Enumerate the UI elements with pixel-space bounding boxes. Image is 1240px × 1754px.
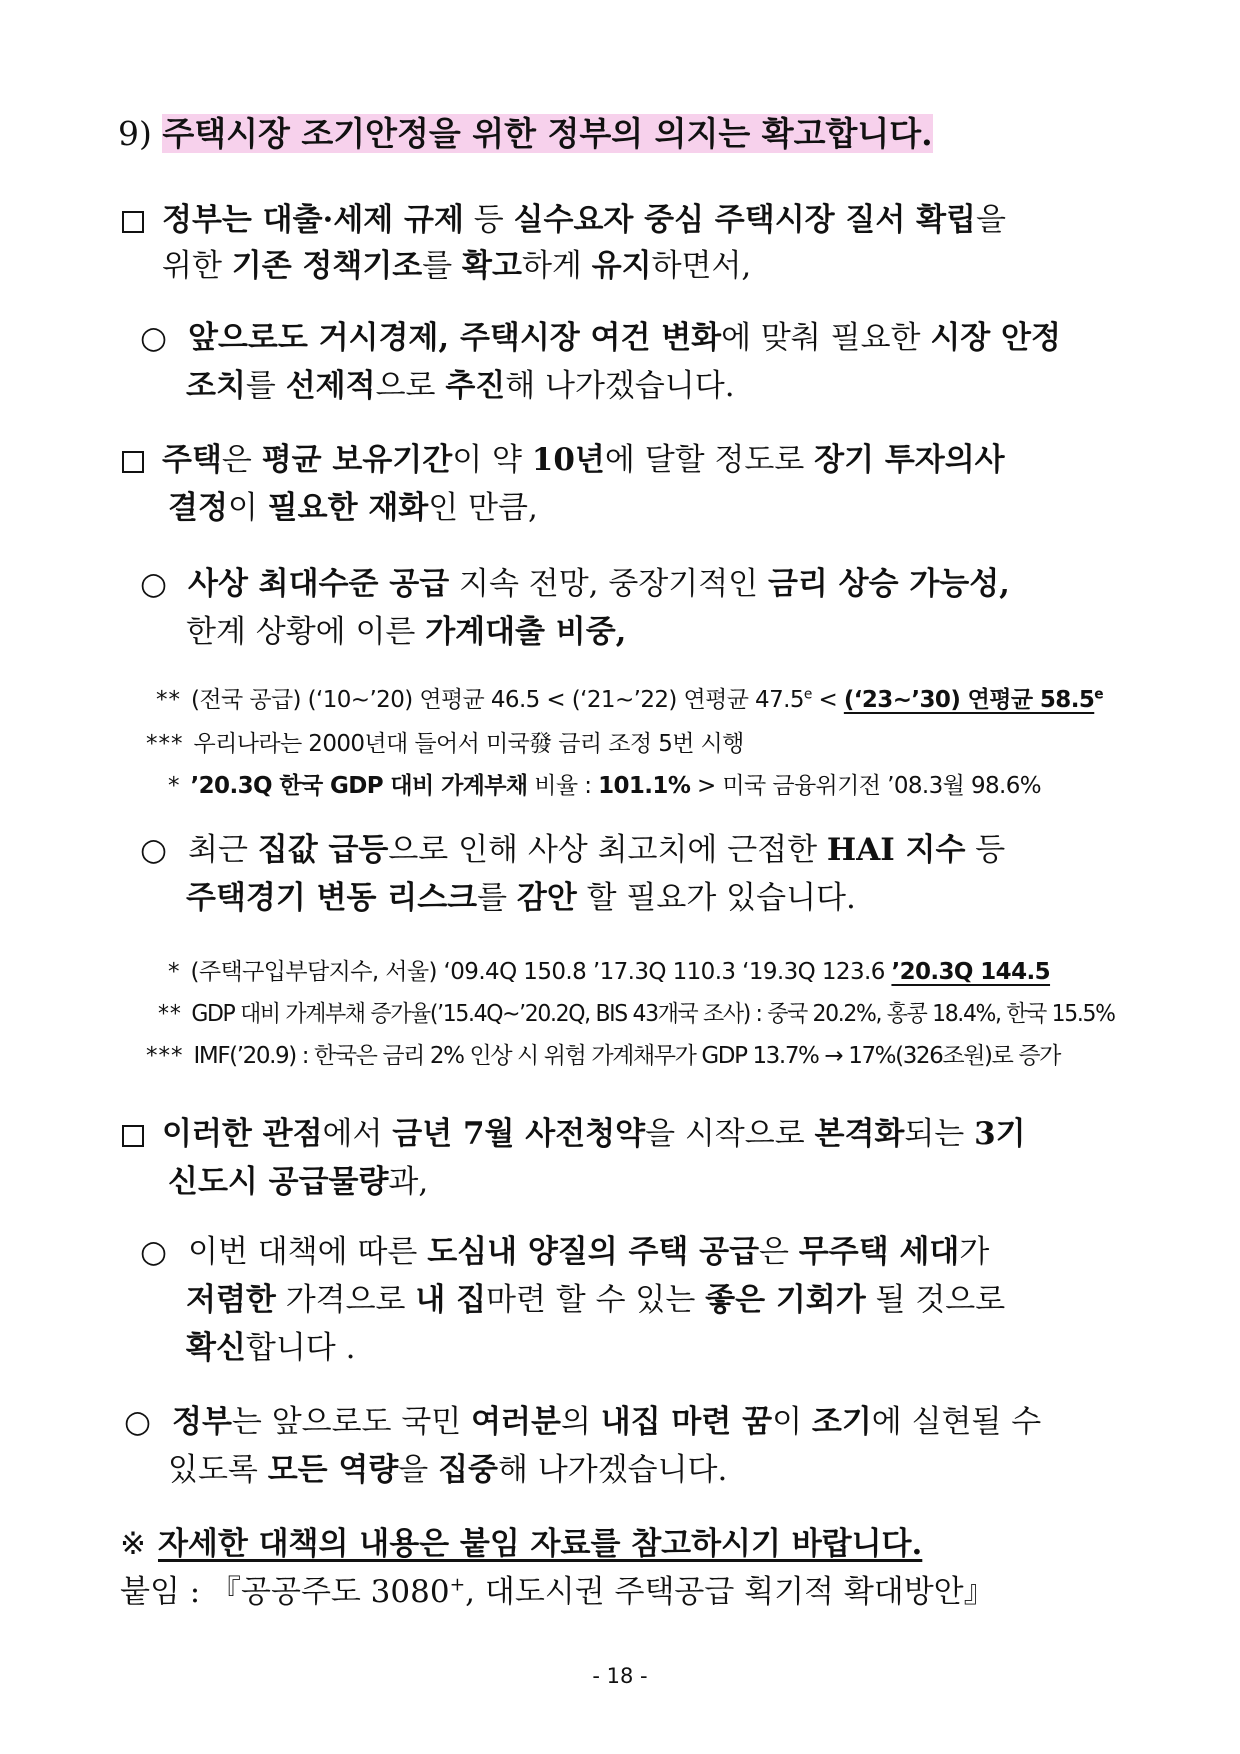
section-title: 주택시장 조기안정을 위한 정부의 의지는 확고합니다.	[162, 114, 933, 153]
box-paragraph-1-line-1: 정부는 대출·세제 규제 등 실수요자 중심 주택시장 질서 확립을	[122, 200, 1006, 240]
footnote-household-debt: * ’20.3Q 한국 GDP 대비 가계부채 비율 : 101.1% > 미국 금융위기전 ’08.3월 98.6%	[168, 773, 1042, 799]
bullet-5-line-2: 있도록 모든 역량을 집중해 나가겠습니다.	[168, 1452, 728, 1488]
section-heading	[118, 114, 933, 154]
bullet-3-line-2: 주택경기 변동 리스크를 감안 할 필요가 있습니다.	[186, 880, 856, 916]
section-number: 9)	[118, 114, 152, 153]
footnote-supply: ** (전국 공급) (‘10~’20) 연평균 46.5 < (‘21~’22) 연평균 47.5$^e$ < (‘23~’30) 연평균 58.5e	[156, 686, 1104, 713]
bullet-1-line-2: 조치를 선제적으로 추진해 나가겠습니다.	[186, 368, 735, 404]
bullet-4-line-1: ○ 이번 대책에 따른 도심내 양질의 주택 공급은 무주택 세대가	[140, 1234, 990, 1270]
bullet-1-line-1: ○ 앞으로도 거시경제, 주택시장 여건 변화에 맞춰 필요한 시장 안정	[140, 320, 1061, 356]
footnote-hai-index: * (주택구입부담지수, 서울) ‘09.4Q 150.8 ’17.3Q 110.3 ‘19.3Q 123.6 ’20.3Q 144.5	[168, 959, 1051, 985]
box-paragraph-3-line-2: 신도시 공급물량과,	[168, 1164, 429, 1200]
box-paragraph-2-line-2: 결정이 필요한 재화인 만큼,	[168, 490, 538, 526]
bullet-4-line-3: 확신합니다 .	[186, 1330, 356, 1366]
page-number: - 18 -	[592, 1664, 648, 1688]
circle-bullet-icon: ○	[140, 320, 168, 356]
checkbox-square-icon	[122, 1125, 144, 1147]
box-paragraph-2-line-1: 주택은 평균 보유기간이 약 10년에 달할 정도로 장기 투자의사	[122, 440, 1005, 480]
reference-note: ※ 자세한 대책의 내용은 붙임 자료를 참고하시기 바랍니다.	[120, 1526, 923, 1562]
circle-bullet-icon: ○	[140, 566, 168, 602]
footnote-rate-adjustment: *** 우리나라는 2000년대 들어서 미국發 금리 조정 5번 시행	[146, 731, 744, 757]
bullet-3-line-1: ○ 최근 집값 급등으로 인해 사상 최고치에 근접한 HAI 지수 등	[140, 832, 1006, 868]
attachment-line: 붙임 : 『공공주도 3080+, 대도시권 주택공급 획기적 확대방안』	[120, 1574, 995, 1610]
footnote-imf: *** IMF(’20.9) : 한국은 금리 2% 인상 시 위험 가계채무가 GDP 13.7% → 17%(326조원)로 증가	[146, 1043, 1060, 1069]
bullet-2-line-2: 한계 상황에 이른 가계대출 비중,	[186, 614, 627, 650]
circle-bullet-icon: ○	[124, 1404, 152, 1440]
checkbox-square-icon	[122, 451, 144, 473]
box-paragraph-3-line-1: 이러한 관점에서 금년 7월 사전청약을 시작으로 본격화되는 3기	[122, 1114, 1026, 1154]
footnote-debt-growth: ** GDP 대비 가계부채 증가율(’15.4Q~’20.2Q, BIS 43개국 조사) : 중국 20.2%, 홍콩 18.4%, 한국 15.5%	[158, 1001, 1115, 1027]
checkbox-square-icon	[122, 211, 144, 233]
reference-mark-icon: ※	[120, 1526, 146, 1562]
bullet-5-line-1: ○ 정부는 앞으로도 국민 여러분의 내집 마련 꿈이 조기에 실현될 수	[124, 1404, 1042, 1440]
bullet-2-line-1: ○ 사상 최대수준 공급 지속 전망, 중장기적인 금리 상승 가능성,	[140, 566, 1010, 602]
bullet-4-line-2: 저렴한 가격으로 내 집마련 할 수 있는 좋은 기회가 될 것으로	[186, 1282, 1006, 1318]
circle-bullet-icon: ○	[140, 832, 168, 868]
circle-bullet-icon: ○	[140, 1234, 168, 1270]
box-paragraph-1-line-2: 위한 기존 정책기조를 확고하게 유지하면서,	[162, 248, 752, 284]
